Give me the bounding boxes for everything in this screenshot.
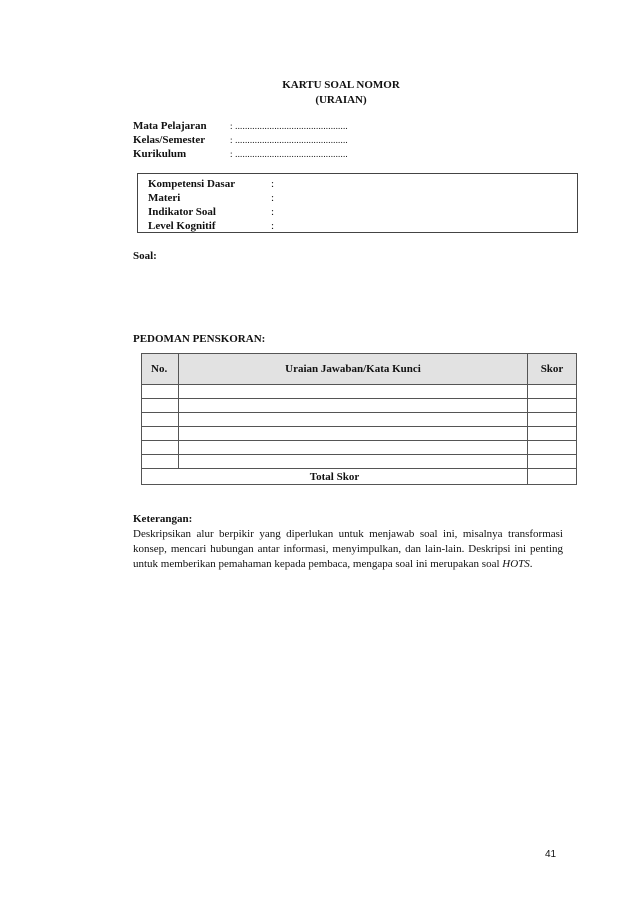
scoring-table bbox=[141, 353, 577, 485]
cell-uraian bbox=[179, 413, 528, 427]
level-label: Level Kognitif bbox=[148, 220, 216, 232]
table-row bbox=[142, 427, 577, 441]
table-row bbox=[142, 385, 577, 399]
cell-uraian bbox=[179, 427, 528, 441]
cell-no bbox=[142, 441, 179, 455]
meta-row-kelas-semester bbox=[133, 133, 348, 147]
kompetensi-row bbox=[148, 177, 274, 191]
meta-label: Kelas/Semester bbox=[133, 134, 206, 146]
cell-no bbox=[142, 413, 179, 427]
table-row bbox=[142, 441, 577, 455]
meta-value: : .............................................. bbox=[230, 135, 348, 145]
page-number: 41 bbox=[545, 849, 557, 860]
meta-value: : .............................................. bbox=[230, 149, 348, 159]
meta-row-kurikulum bbox=[133, 147, 348, 161]
kompetensi-box bbox=[137, 173, 578, 233]
table-row bbox=[142, 455, 577, 469]
table-row bbox=[142, 399, 577, 413]
level-value: : bbox=[271, 220, 275, 232]
meta-row-mata-pelajaran bbox=[133, 119, 348, 133]
cell-skor bbox=[528, 455, 577, 469]
materi-value: : bbox=[271, 192, 275, 204]
level-row bbox=[148, 219, 274, 233]
cell-no bbox=[142, 455, 179, 469]
kompetensi-value: : bbox=[271, 178, 275, 190]
keterangan-text: Deskripsikan alur berpikir yang diperlukan untuk menjawab soal ini, misalnya transformasi konsep, mencari hubungan antar informasi, menyimpulkan, dan lain-lain. Deskripsi ini penting untuk memberikan pemahaman kepada pembaca, mengapa soal ini merupakan soal bbox=[133, 528, 563, 570]
indikator-label: Indikator Soal bbox=[148, 206, 216, 218]
cell-no bbox=[142, 427, 179, 441]
keterangan-hots: HOTS bbox=[502, 557, 530, 570]
cell-skor bbox=[528, 399, 577, 413]
col-header-no: No. bbox=[142, 354, 179, 385]
total-row bbox=[142, 469, 577, 485]
indikator-row bbox=[148, 205, 274, 219]
cell-uraian bbox=[179, 441, 528, 455]
keterangan-body bbox=[133, 527, 563, 571]
keterangan-end: . bbox=[529, 557, 533, 570]
cell-uraian bbox=[179, 385, 528, 399]
col-header-uraian: Uraian Jawaban/Kata Kunci bbox=[179, 354, 528, 385]
cell-no bbox=[142, 399, 179, 413]
table-header-row bbox=[142, 354, 577, 385]
cell-skor bbox=[528, 385, 577, 399]
total-value bbox=[528, 469, 577, 485]
cell-uraian bbox=[179, 399, 528, 413]
table-row bbox=[142, 413, 577, 427]
card-title: KARTU SOAL NOMOR bbox=[282, 79, 400, 91]
keterangan-heading: Keterangan: bbox=[133, 513, 193, 525]
indikator-value: : bbox=[271, 206, 275, 218]
cell-uraian bbox=[179, 455, 528, 469]
cell-skor bbox=[528, 413, 577, 427]
cell-no bbox=[142, 385, 179, 399]
meta-label: Mata Pelajaran bbox=[133, 120, 207, 132]
col-header-skor: Skor bbox=[528, 354, 577, 385]
meta-block bbox=[133, 119, 348, 161]
meta-value: : .............................................. bbox=[230, 121, 348, 131]
pedoman-heading: PEDOMAN PENSKORAN: bbox=[133, 333, 266, 345]
materi-label: Materi bbox=[148, 192, 181, 204]
total-label: Total Skor bbox=[142, 469, 528, 485]
kompetensi-label: Kompetensi Dasar bbox=[148, 178, 236, 190]
cell-skor bbox=[528, 441, 577, 455]
cell-skor bbox=[528, 427, 577, 441]
meta-label: Kurikulum bbox=[133, 148, 187, 160]
card-subtitle: (URAIAN) bbox=[315, 94, 367, 106]
soal-label: Soal: bbox=[133, 250, 157, 262]
materi-row bbox=[148, 191, 274, 205]
